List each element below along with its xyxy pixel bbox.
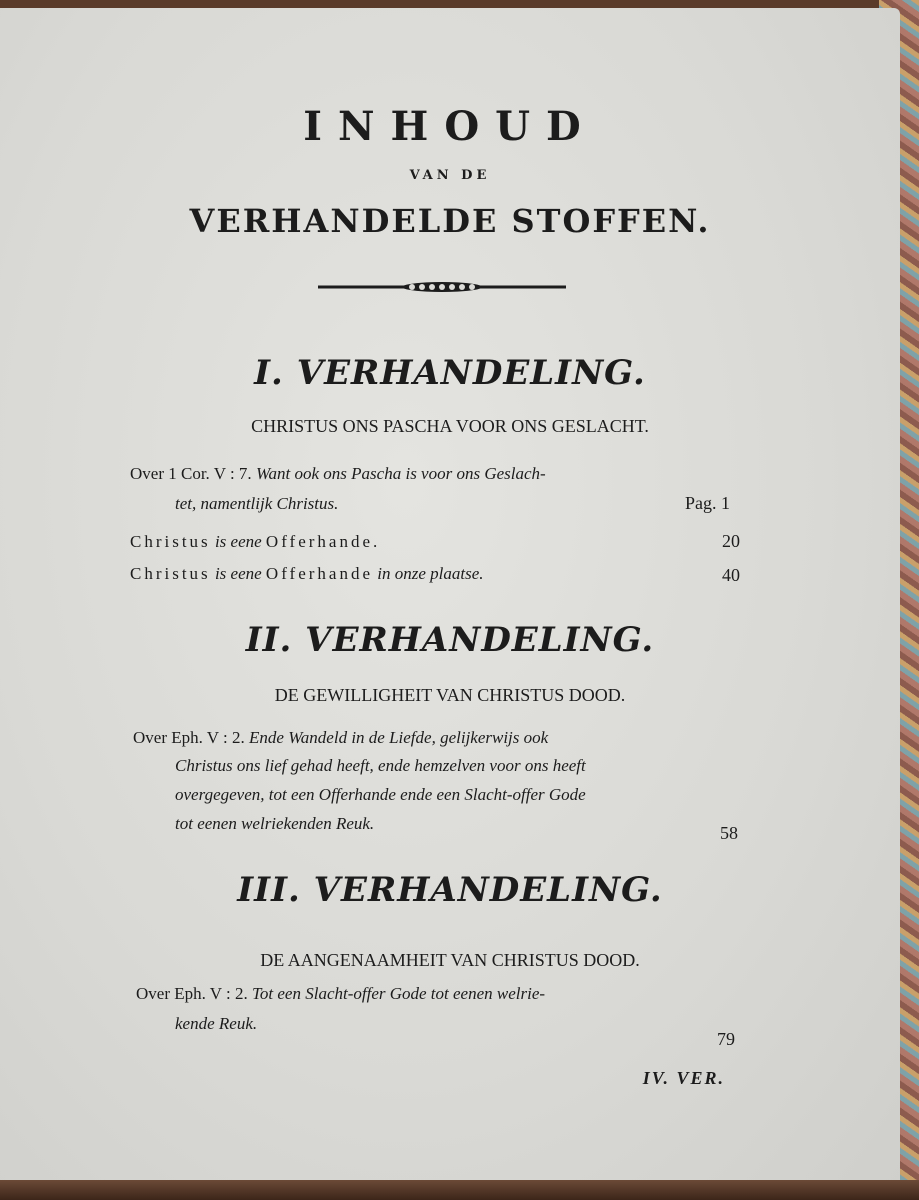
catchword: IV. VER. [642,1068,725,1088]
section-heading-1: I. VERHANDELING. [254,353,646,393]
entry-4-line-1 [133,728,548,748]
section-subject-1: CHRISTUS ONS PASCHA VOOR ONS GESLACHT. [251,416,649,436]
page-title: INHOUD [303,103,597,150]
entry-1-line-2: tet, namentlijk Christus. [175,494,339,513]
entry-4-text-1: Ende Wandeld in de Liefde, gelijkerwijs ook [249,728,549,747]
entry-1-lead: Over 1 Cor. V : 7. [130,464,252,483]
entry-4-line-3: overgegeven, tot een Offerhande ende een Slacht-offer Gode [175,785,586,804]
page-number: 1 [721,493,730,513]
entry-3 [130,564,484,584]
entry-3-lead: Christus [130,564,211,583]
entry-2-page: 20 [722,531,740,551]
entry-1-line-1 [130,464,546,484]
entry-5-page: 79 [717,1029,735,1049]
entry-3-tail-italic: in onze plaatse. [377,564,484,583]
entry-3-tail: Offerhande [265,564,374,583]
page-prefix: Pag. [685,493,717,513]
entry-3-text: is eene [214,564,262,583]
entry-3-page: 40 [722,565,740,585]
entry-4-line-4: tot eenen welriekenden Reuk. [175,814,375,833]
entry-2 [130,532,380,552]
entry-5-text-1: Tot een Slacht-offer Gode tot eenen welrie- [252,984,546,1003]
entry-4-line-2: Christus ons lief gehad heeft, ende hemzelven voor ons heeft [175,756,586,775]
title-connector: VAN DE [409,168,491,183]
entry-1-page [685,493,730,514]
entry-4-page: 58 [720,823,738,843]
book-page [0,8,900,1188]
entry-4-lead: Over Eph. V : 2. [133,728,245,747]
entry-5-lead: Over Eph. V : 2. [136,984,248,1003]
section-heading-2: II. VERHANDELING. [245,620,655,660]
page-subtitle: VERHANDELDE STOFFEN. [189,202,711,240]
entry-5-line-2: kende Reuk. [175,1014,258,1033]
entry-5-line-1 [136,984,545,1004]
section-subject-2: DE GEWILLIGHEIT VAN CHRISTUS DOOD. [274,685,626,705]
section-heading-3: III. VERHANDELING. [237,870,663,910]
ornament-rule-icon [318,278,566,296]
section-subject-3: DE AANGENAAMHEIT VAN CHRISTUS DOOD. [260,950,640,970]
entry-1-text-1: Want ook ons Pascha is voor ons Geslach- [255,464,546,483]
entry-2-tail: Offerhande. [265,532,381,551]
entry-2-lead: Christus [130,532,211,551]
book-bottom-edge [0,1180,919,1200]
entry-2-text: is eene [214,532,262,551]
